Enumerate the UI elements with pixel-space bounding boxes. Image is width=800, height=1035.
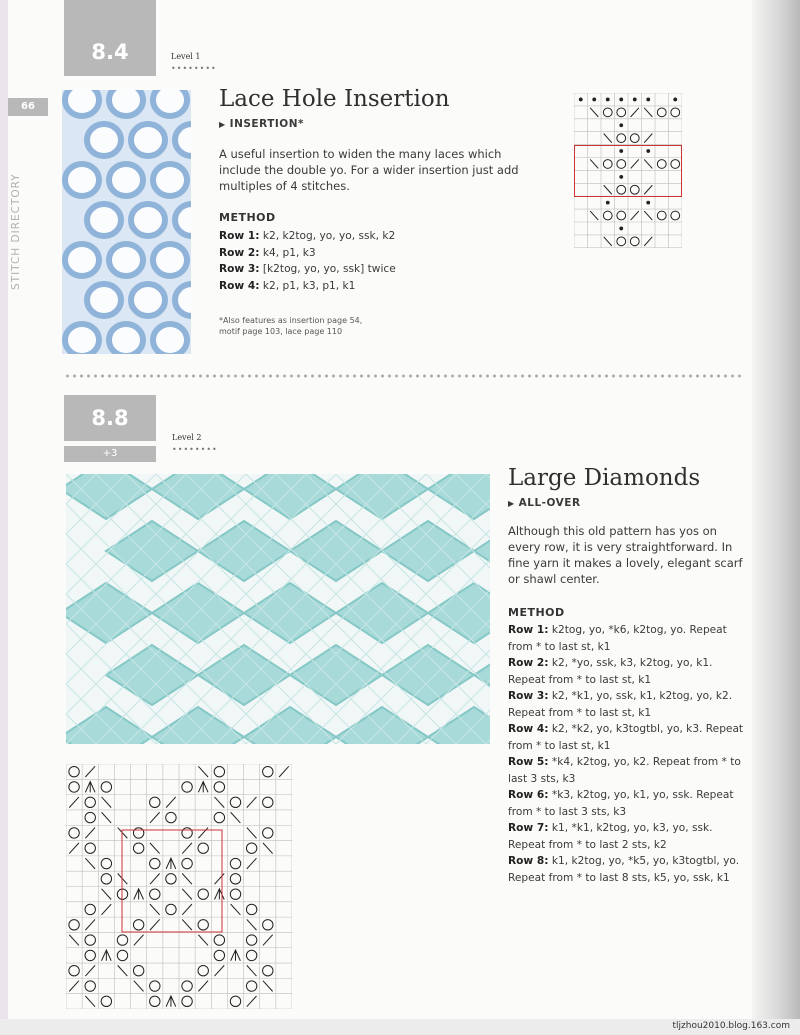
yarn-over-symbol	[198, 920, 208, 930]
yarn-over-symbol	[617, 211, 626, 220]
method-row: Row 1: k2, k2tog, yo, yo, ssk, k2	[219, 230, 396, 242]
ssk-symbol	[102, 812, 112, 823]
yarn-over-symbol	[671, 160, 680, 169]
level-label: Level 1	[171, 52, 201, 61]
yarn-over-symbol	[230, 889, 240, 899]
method-row: Row 2: k2, *yo, ssk, k3, k2tog, yo, k1. Repeat from * to last st, k1	[508, 657, 713, 686]
ssk-symbol	[604, 185, 612, 194]
k2tog-symbol	[198, 981, 208, 992]
purl-symbol	[593, 98, 596, 101]
ssk-symbol	[231, 812, 241, 823]
lace-hole	[131, 204, 165, 236]
k2tog-symbol	[150, 919, 160, 930]
yarn-over-symbol	[69, 920, 79, 930]
yarn-over-symbol	[182, 828, 192, 838]
k2tog-symbol	[166, 797, 176, 808]
footer-url: tljzhou2010.blog.163.com	[672, 1021, 790, 1031]
lace-hole	[109, 90, 143, 116]
method-row: Row 4: k2, p1, k3, p1, k1	[219, 279, 356, 292]
yarn-over-symbol	[150, 858, 160, 868]
stitch-chart-large-diamonds	[66, 764, 292, 1009]
yarn-over-symbol	[263, 966, 273, 976]
yarn-over-symbol	[657, 211, 666, 220]
ssk-symbol	[182, 889, 192, 900]
yarn-over-symbol	[85, 904, 95, 914]
page-edge	[0, 0, 8, 1035]
lace-hole	[175, 124, 191, 156]
method-rows	[508, 622, 752, 886]
lace-hole	[109, 244, 143, 276]
pattern-description: Although this old pattern has yos on every row, it is very straightforward. In fine yarn it makes a lovely, elegant scarf or shawl center.	[508, 524, 743, 586]
category-label: ▶ INSERTION*	[219, 118, 304, 130]
yarn-over-symbol	[263, 766, 273, 776]
k3tog-symbol	[215, 889, 225, 900]
k2tog-symbol	[263, 935, 273, 946]
yarn-over-symbol	[263, 920, 273, 930]
purl-symbol	[647, 201, 650, 204]
method-row: Row 3: k2, *k1, yo, ssk, k1, k2tog, yo, k2. Repeat from * to last st, k1	[508, 690, 733, 719]
purl-symbol	[620, 150, 623, 153]
k2tog-symbol	[631, 108, 639, 117]
swatch-photo-large-diamonds	[66, 474, 490, 744]
method-row: Row 6: *k3, k2tog, yo, k1, yo, ssk. Repeat from * to last 3 sts, k3	[508, 789, 734, 818]
k3tog-symbol	[166, 996, 176, 1007]
swatch-lace-hole-image	[62, 90, 191, 354]
yarn-over-symbol	[230, 874, 240, 884]
purl-symbol	[606, 98, 609, 101]
k3tog-symbol	[198, 782, 208, 793]
yarn-over-symbol	[617, 237, 626, 246]
k2tog-symbol	[279, 766, 289, 777]
yarn-over-symbol	[101, 874, 111, 884]
lace-hole	[175, 204, 191, 236]
stitch-chart-lace-hole	[574, 93, 682, 248]
purl-symbol	[620, 175, 623, 178]
ssk-symbol	[263, 843, 273, 854]
yarn-over-symbol	[657, 160, 666, 169]
lace-hole	[131, 284, 165, 316]
yarn-over-symbol	[133, 843, 143, 853]
k2tog-symbol	[631, 211, 639, 220]
yarn-over-symbol	[630, 237, 639, 246]
yarn-over-symbol	[150, 981, 160, 991]
level-dots: ••••••••	[172, 445, 218, 454]
ssk-symbol	[182, 919, 192, 930]
k2tog-symbol	[182, 843, 192, 854]
yarn-over-symbol	[85, 981, 95, 991]
purl-symbol	[647, 150, 650, 153]
k2tog-symbol	[247, 858, 257, 869]
pattern-description: A useful insertion to widen the many laces which include the double yo. For a wider insertion just add multiples of 4 stitches.	[219, 147, 519, 193]
yarn-over-symbol	[671, 211, 680, 220]
k2tog-symbol	[631, 159, 639, 168]
yarn-over-symbol	[617, 185, 626, 194]
k2tog-symbol	[150, 812, 160, 823]
k2tog-symbol	[85, 828, 95, 839]
side-section-label: STITCH DIRECTORY	[10, 173, 22, 290]
lace-hole	[65, 244, 99, 276]
ssk-symbol	[102, 797, 112, 808]
yarn-over-symbol	[150, 996, 160, 1006]
k2tog-symbol	[85, 965, 95, 976]
yarn-over-symbol	[182, 996, 192, 1006]
yarn-over-symbol	[85, 797, 95, 807]
swatch-photo-lace-hole	[62, 90, 191, 354]
lace-hole	[153, 244, 187, 276]
ssk-symbol	[85, 996, 95, 1007]
yarn-over-symbol	[630, 134, 639, 143]
k3tog-symbol	[102, 950, 112, 961]
lace-hole	[109, 324, 143, 354]
lace-hole	[65, 164, 99, 196]
yarn-over-symbol	[657, 108, 666, 117]
k2tog-symbol	[215, 965, 225, 976]
yarn-over-symbol	[246, 904, 256, 914]
purl-symbol	[674, 98, 677, 101]
ssk-symbol	[604, 134, 612, 143]
k2tog-symbol	[69, 981, 79, 992]
level-dots: ••••••••	[171, 64, 217, 73]
category-label: ▶ ALL-OVER	[508, 497, 581, 509]
yarn-over-symbol	[246, 950, 256, 960]
yarn-over-symbol	[101, 782, 111, 792]
ssk-symbol	[263, 981, 273, 992]
method-heading: METHOD	[219, 211, 276, 224]
yarn-over-symbol	[150, 797, 160, 807]
yarn-over-symbol	[85, 935, 95, 945]
pattern-title: Lace Hole Insertion	[219, 86, 450, 112]
lace-hole	[153, 164, 187, 196]
yarn-over-symbol	[182, 782, 192, 792]
yarn-over-symbol	[166, 904, 176, 914]
method-rows	[219, 228, 549, 294]
yarn-over-symbol	[133, 966, 143, 976]
swatch-large-diamonds-image	[66, 474, 490, 744]
yarn-over-symbol	[214, 935, 224, 945]
page-gutter-shadow	[752, 0, 800, 1035]
ssk-symbol	[590, 159, 598, 168]
ssk-symbol	[69, 935, 79, 946]
k2tog-symbol	[69, 797, 79, 808]
yarn-over-symbol	[214, 950, 224, 960]
k2tog-symbol	[85, 919, 95, 930]
arrow-icon: ▶	[219, 120, 226, 129]
yarn-over-symbol	[246, 981, 256, 991]
yarn-over-symbol	[101, 858, 111, 868]
yarn-over-symbol	[69, 966, 79, 976]
yarn-over-symbol	[603, 108, 612, 117]
arrow-icon: ▶	[508, 499, 515, 508]
yarn-over-symbol	[198, 966, 208, 976]
yarn-over-symbol	[133, 828, 143, 838]
method-row: Row 2: k4, p1, k3	[219, 246, 316, 259]
ssk-symbol	[215, 797, 225, 808]
k2tog-symbol	[644, 237, 652, 246]
k2tog-symbol	[644, 185, 652, 194]
ssk-symbol	[231, 904, 241, 915]
lace-hole	[87, 204, 121, 236]
yarn-over-symbol	[101, 996, 111, 1006]
pattern-number-badge: 8.8	[64, 395, 156, 441]
pattern-title: Large Diamonds	[508, 465, 701, 491]
ssk-symbol	[182, 873, 192, 884]
yarn-over-symbol	[69, 828, 79, 838]
footnote: *Also features as insertion page 54, motif page 103, lace page 110	[219, 316, 363, 336]
ssk-symbol	[198, 766, 208, 777]
yarn-over-symbol	[198, 889, 208, 899]
yarn-over-symbol	[69, 782, 79, 792]
k3tog-symbol	[134, 889, 144, 900]
yarn-over-symbol	[617, 134, 626, 143]
yarn-over-symbol	[230, 797, 240, 807]
k3tog-symbol	[166, 858, 176, 869]
yarn-over-symbol	[214, 782, 224, 792]
lace-hole	[65, 90, 99, 116]
ssk-symbol	[644, 211, 652, 220]
yarn-over-symbol	[133, 920, 143, 930]
yarn-over-symbol	[263, 797, 273, 807]
yarn-over-symbol	[69, 766, 79, 776]
k2tog-symbol	[69, 843, 79, 854]
yarn-over-symbol	[85, 950, 95, 960]
k2tog-symbol	[247, 996, 257, 1007]
ssk-symbol	[644, 108, 652, 117]
k3tog-symbol	[231, 950, 241, 961]
yarn-over-symbol	[182, 858, 192, 868]
yarn-over-symbol	[85, 812, 95, 822]
yarn-over-symbol	[671, 108, 680, 117]
yarn-over-symbol	[117, 935, 127, 945]
ssk-symbol	[85, 858, 95, 869]
yarn-over-symbol	[603, 211, 612, 220]
ssk-symbol	[134, 981, 144, 992]
ssk-symbol	[247, 965, 257, 976]
purl-symbol	[647, 98, 650, 101]
page-number: 66	[8, 98, 48, 116]
purl-symbol	[633, 98, 636, 101]
ssk-symbol	[604, 237, 612, 246]
yarn-over-symbol	[214, 766, 224, 776]
k2tog-symbol	[134, 935, 144, 946]
yarn-over-symbol	[603, 160, 612, 169]
ssk-symbol	[150, 904, 160, 915]
yarn-over-symbol	[182, 981, 192, 991]
ssk-symbol	[102, 889, 112, 900]
purl-symbol	[579, 98, 582, 101]
k2tog-symbol	[150, 873, 160, 884]
lace-hole	[131, 124, 165, 156]
ssk-symbol	[590, 108, 598, 117]
stitch-multiple-badge: +3	[64, 446, 156, 462]
ssk-symbol	[247, 919, 257, 930]
lace-hole	[65, 324, 99, 354]
lace-hole	[153, 324, 187, 354]
method-row: Row 8: k1, k2tog, yo, *k5, yo, k3togtbl, yo. Repeat from * to last 8 sts, k5, yo, ssk, k1	[508, 855, 740, 884]
ssk-symbol	[247, 828, 257, 839]
yarn-over-symbol	[150, 889, 160, 899]
k2tog-symbol	[198, 828, 208, 839]
yarn-over-symbol	[630, 185, 639, 194]
k3tog-symbol	[85, 782, 95, 793]
method-row: Row 1: k2tog, yo, *k6, k2tog, yo. Repeat from * to last st, k1	[508, 624, 727, 653]
purl-symbol	[620, 98, 623, 101]
yarn-over-symbol	[85, 843, 95, 853]
purl-symbol	[606, 201, 609, 204]
yarn-over-symbol	[246, 843, 256, 853]
k2tog-symbol	[247, 797, 257, 808]
level-label: Level 2	[172, 433, 202, 442]
ssk-symbol	[198, 935, 208, 946]
method-row: Row 5: *k4, k2tog, yo, k2. Repeat from * to last 3 sts, k3	[508, 756, 741, 785]
lace-hole	[153, 90, 187, 116]
yarn-over-symbol	[230, 858, 240, 868]
k2tog-symbol	[102, 904, 112, 915]
yarn-over-symbol	[117, 950, 127, 960]
ssk-symbol	[150, 843, 160, 854]
ssk-symbol	[590, 211, 598, 220]
yarn-over-symbol	[617, 108, 626, 117]
ssk-symbol	[644, 159, 652, 168]
pattern-number-badge: 8.4	[64, 0, 156, 76]
k2tog-symbol	[182, 904, 192, 915]
lace-hole	[87, 124, 121, 156]
lace-hole	[175, 284, 191, 316]
method-row: Row 4: k2, *k2, yo, k3togtbl, yo, k3. Repeat from * to last st, k1	[508, 723, 744, 752]
section-divider	[64, 374, 744, 378]
yarn-over-symbol	[230, 996, 240, 1006]
lace-hole	[87, 284, 121, 316]
yarn-over-symbol	[246, 935, 256, 945]
yarn-over-symbol	[214, 812, 224, 822]
k2tog-symbol	[215, 873, 225, 884]
ssk-symbol	[118, 965, 128, 976]
yarn-over-symbol	[166, 874, 176, 884]
method-heading: METHOD	[508, 606, 565, 619]
purl-symbol	[620, 227, 623, 230]
yarn-over-symbol	[617, 160, 626, 169]
yarn-over-symbol	[263, 828, 273, 838]
yarn-over-symbol	[166, 812, 176, 822]
purl-symbol	[620, 124, 623, 127]
k2tog-symbol	[85, 766, 95, 777]
method-row: Row 3: [k2tog, yo, yo, ssk] twice	[219, 263, 396, 275]
lace-hole	[109, 164, 143, 196]
yarn-over-symbol	[198, 843, 208, 853]
method-row: Row 7: k1, *k1, k2tog, yo, k3, yo, ssk. Repeat from * to last 2 sts, k2	[508, 822, 713, 851]
k2tog-symbol	[644, 134, 652, 143]
